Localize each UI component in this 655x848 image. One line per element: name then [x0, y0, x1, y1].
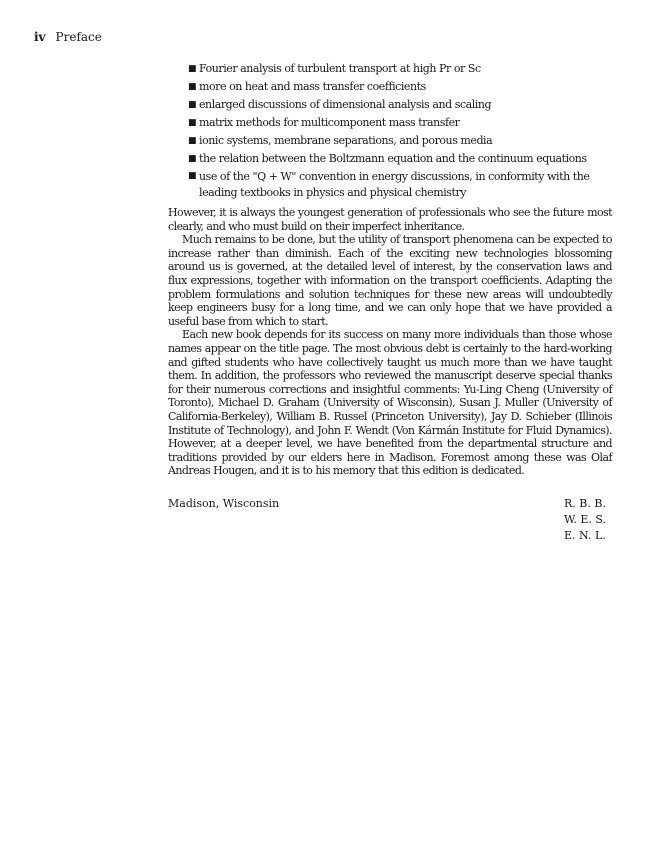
- bullet-icon: ■: [188, 100, 197, 110]
- page-header: [34, 30, 102, 44]
- list-item: [188, 78, 616, 96]
- bullet-icon: ■: [188, 82, 197, 92]
- paragraph: However, it is always the youngest generation of professionals who see the future most clearly, and who must build on their imperfect inheritance.: [168, 206, 612, 233]
- author-initial: W. E. S.: [564, 513, 607, 526]
- paragraph: Much remains to be done, but the utility of transport phenomena can be expected to increase rather than diminish. Each of the exciting new technologies blossoming around us is governed, at the detailed level of interest, by the conservation laws and flux expressions, together with information on the transport coefficients. Adapting the problem formulations and solution techniques for these new areas will undoubtedly keep engineers busy for a long time, and we can only hope that we have provided a useful base from which to start.: [168, 233, 612, 328]
- author-initial: E. N. L.: [564, 529, 606, 542]
- bullet-icon: ■: [188, 171, 197, 181]
- list-item: [188, 114, 616, 132]
- list-item: [188, 96, 616, 114]
- list-item-text: Fourier analysis of turbulent transport at high Pr or Sc: [199, 62, 481, 75]
- signoff-place: Madison, Wisconsin: [168, 497, 280, 510]
- bullet-icon: ■: [188, 118, 197, 128]
- paragraph: Each new book depends for its success on many more individuals than those whose names appear on the title page. The most obvious debt is certainly to the hard-working and gifted students who have collectively taught us much more than we have taught them. In addition, the professors who reviewed the manuscript deserve special thanks for their numerous corrections and insightful comments: Yu-Ling Cheng (University of Toronto), Michael D. Graham (University of Wisconsin), Susan J. Muller (University of California-Berkeley), William B. Russel (Princeton University), Jay D. Schieber (Illinois Institute of Technology), and John F. Wendt (Von Kármán Institute for Fluid Dynamics). However, at a deeper level, we have benefited from the departmental structure and traditions provided by our elders here in Madison. Foremost among these was Olaf Andreas Hougen, and it is to his memory that this edition is dedicated.: [168, 328, 612, 478]
- list-item: [188, 60, 616, 78]
- list-item-text: the relation between the Boltzmann equation and the continuum equations: [199, 152, 587, 165]
- list-item-text: use of the "Q + W" convention in energy discussions, in conformity with the leading textbooks in physics and physical chemistry: [199, 170, 590, 199]
- section-title: Preface: [55, 30, 102, 44]
- list-item-text: matrix methods for multicomponent mass transfer: [199, 116, 460, 129]
- bullet-icon: ■: [188, 64, 197, 74]
- feature-list: [188, 60, 616, 201]
- list-item: [188, 168, 616, 201]
- list-item: [188, 132, 616, 150]
- bullet-icon: ■: [188, 136, 197, 146]
- list-item-text: ionic systems, membrane separations, and porous media: [199, 134, 493, 147]
- list-item: [188, 150, 616, 168]
- body-text: [168, 206, 612, 478]
- bullet-icon: ■: [188, 154, 197, 164]
- page-number: iv: [34, 30, 46, 44]
- author-initial: R. B. B.: [564, 497, 606, 510]
- author-initials: [564, 496, 612, 544]
- list-item-text: more on heat and mass transfer coefficients: [199, 80, 426, 93]
- list-item-text: enlarged discussions of dimensional analysis and scaling: [199, 98, 492, 111]
